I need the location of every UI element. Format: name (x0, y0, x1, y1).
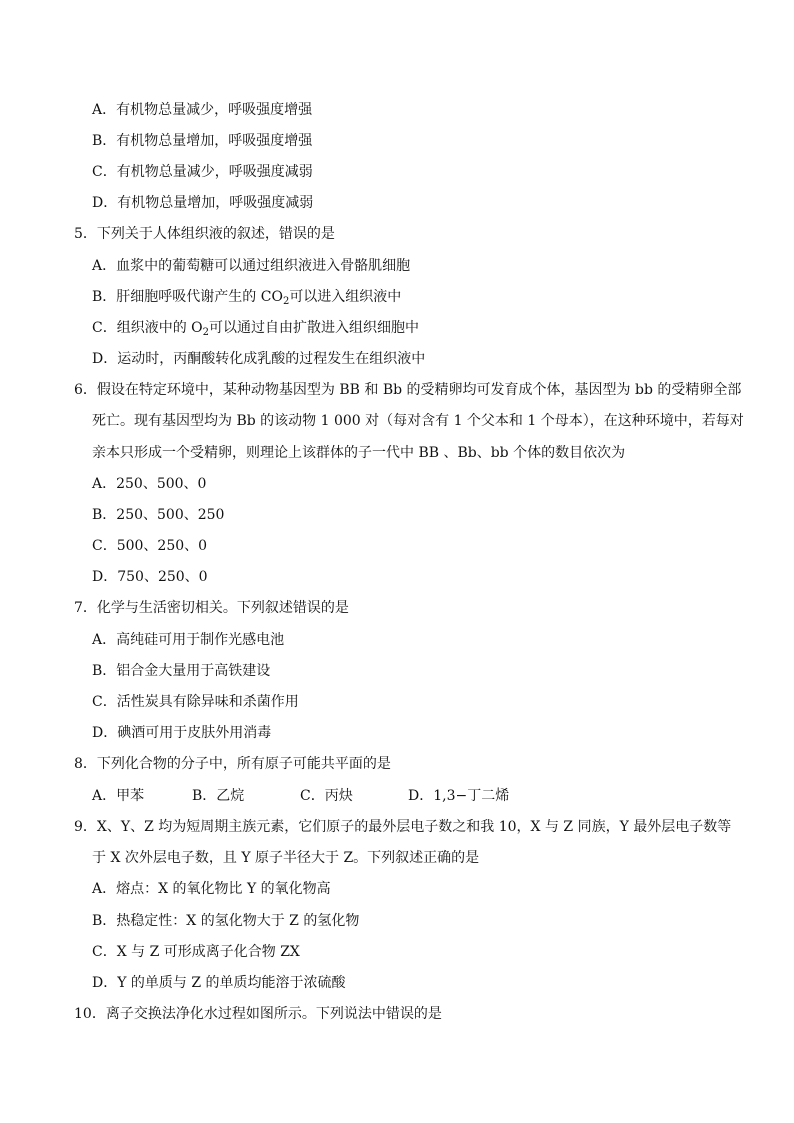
q5-option-c-pre: C．组织液中的 O (92, 320, 203, 336)
q9-stem-line-1: 9．X、Y、Z 均为短周期主族元素，它们原子的最外层电子数之和我 10，X 与 Z 同族，Y 最外层电子数等 (74, 819, 732, 835)
q4-option-b: B．有机物总量增加，呼吸强度增强 (92, 133, 313, 149)
q8-option-d: D．1,3−丁二烯 (408, 788, 510, 804)
q8-option-b: B．乙烷 (192, 788, 245, 804)
q5-option-b (92, 287, 401, 307)
q9-option-d: D．Y 的单质与 Z 的单质均能溶于浓硫酸 (92, 975, 346, 991)
q5-option-c-sub: 2 (202, 327, 210, 338)
q9-stem-line-2: 于 X 次外层电子数，且 Y 原子半径大于 Z。下列叙述正确的是 (92, 850, 480, 866)
q5-option-a: A．血浆中的葡萄糖可以通过组织液进入骨骼肌细胞 (92, 258, 411, 274)
q7-option-a: A．高纯硅可用于制作光感电池 (92, 632, 285, 648)
q7-option-b: B．铝合金大量用于高铁建设 (92, 663, 271, 679)
q5-option-b-post: 可以进入组织液中 (289, 289, 402, 305)
q8-stem: 8．下列化合物的分子中，所有原子可能共平面的是 (74, 756, 391, 772)
q6-option-c: C．500、250、0 (92, 538, 208, 554)
q5-option-c (92, 318, 419, 338)
q5-option-b-sub: 2 (282, 296, 290, 307)
q6-stem-line-1: 6．假设在特定环境中，某种动物基因型为 BB 和 Bb 的受精卵均可发育成个体，基因型为 bb 的受精卵全部 (74, 382, 742, 398)
q6-stem-line-2: 死亡。现有基因型均为 Bb 的该动物 1 000 对（每对含有 1 个父本和 1 个母本），在这种环境中，若每对 (92, 413, 744, 429)
q7-option-d: D．碘酒可用于皮肤外用消毒 (92, 725, 272, 741)
q5-option-c-post: 可以通过自由扩散进入组织细胞中 (209, 320, 420, 336)
q4-option-c: C．有机物总量减少，呼吸强度减弱 (92, 164, 313, 180)
q6-option-d: D．750、250、0 (92, 569, 208, 585)
q8-option-a: A．甲苯 (92, 788, 145, 804)
q9-option-c: C．X 与 Z 可形成离子化合物 ZX (92, 944, 300, 960)
q9-option-a: A．熔点：X 的氧化物比 Y 的氧化物高 (92, 881, 331, 897)
q6-stem-line-3: 亲本只形成一个受精卵，则理论上该群体的子一代中 BB 、Bb、bb 个体的数目依次为 (92, 445, 626, 461)
q10-stem: 10．离子交换法净化水过程如图所示。下列说法中错误的是 (74, 1006, 442, 1022)
q5-stem: 5．下列关于人体组织液的叙述，错误的是 (74, 226, 335, 242)
q5-option-d: D．运动时，丙酮酸转化成乳酸的过程发生在组织液中 (92, 351, 426, 367)
q4-option-a: A．有机物总量减少，呼吸强度增强 (92, 102, 313, 118)
q7-stem: 7．化学与生活密切相关。下列叙述错误的是 (74, 600, 349, 616)
q5-option-b-pre: B．肝细胞呼吸代谢产生的 CO (92, 289, 283, 305)
q6-option-b: B．250、500、250 (92, 507, 225, 523)
q4-option-d: D．有机物总量增加，呼吸强度减弱 (92, 195, 314, 211)
q8-option-c: C．丙炔 (300, 788, 353, 804)
q6-option-a: A．250、500、0 (92, 476, 207, 492)
q9-option-b: B．热稳定性：X 的氢化物大于 Z 的氢化物 (92, 913, 360, 929)
q7-option-c: C．活性炭具有除异味和杀菌作用 (92, 694, 299, 710)
